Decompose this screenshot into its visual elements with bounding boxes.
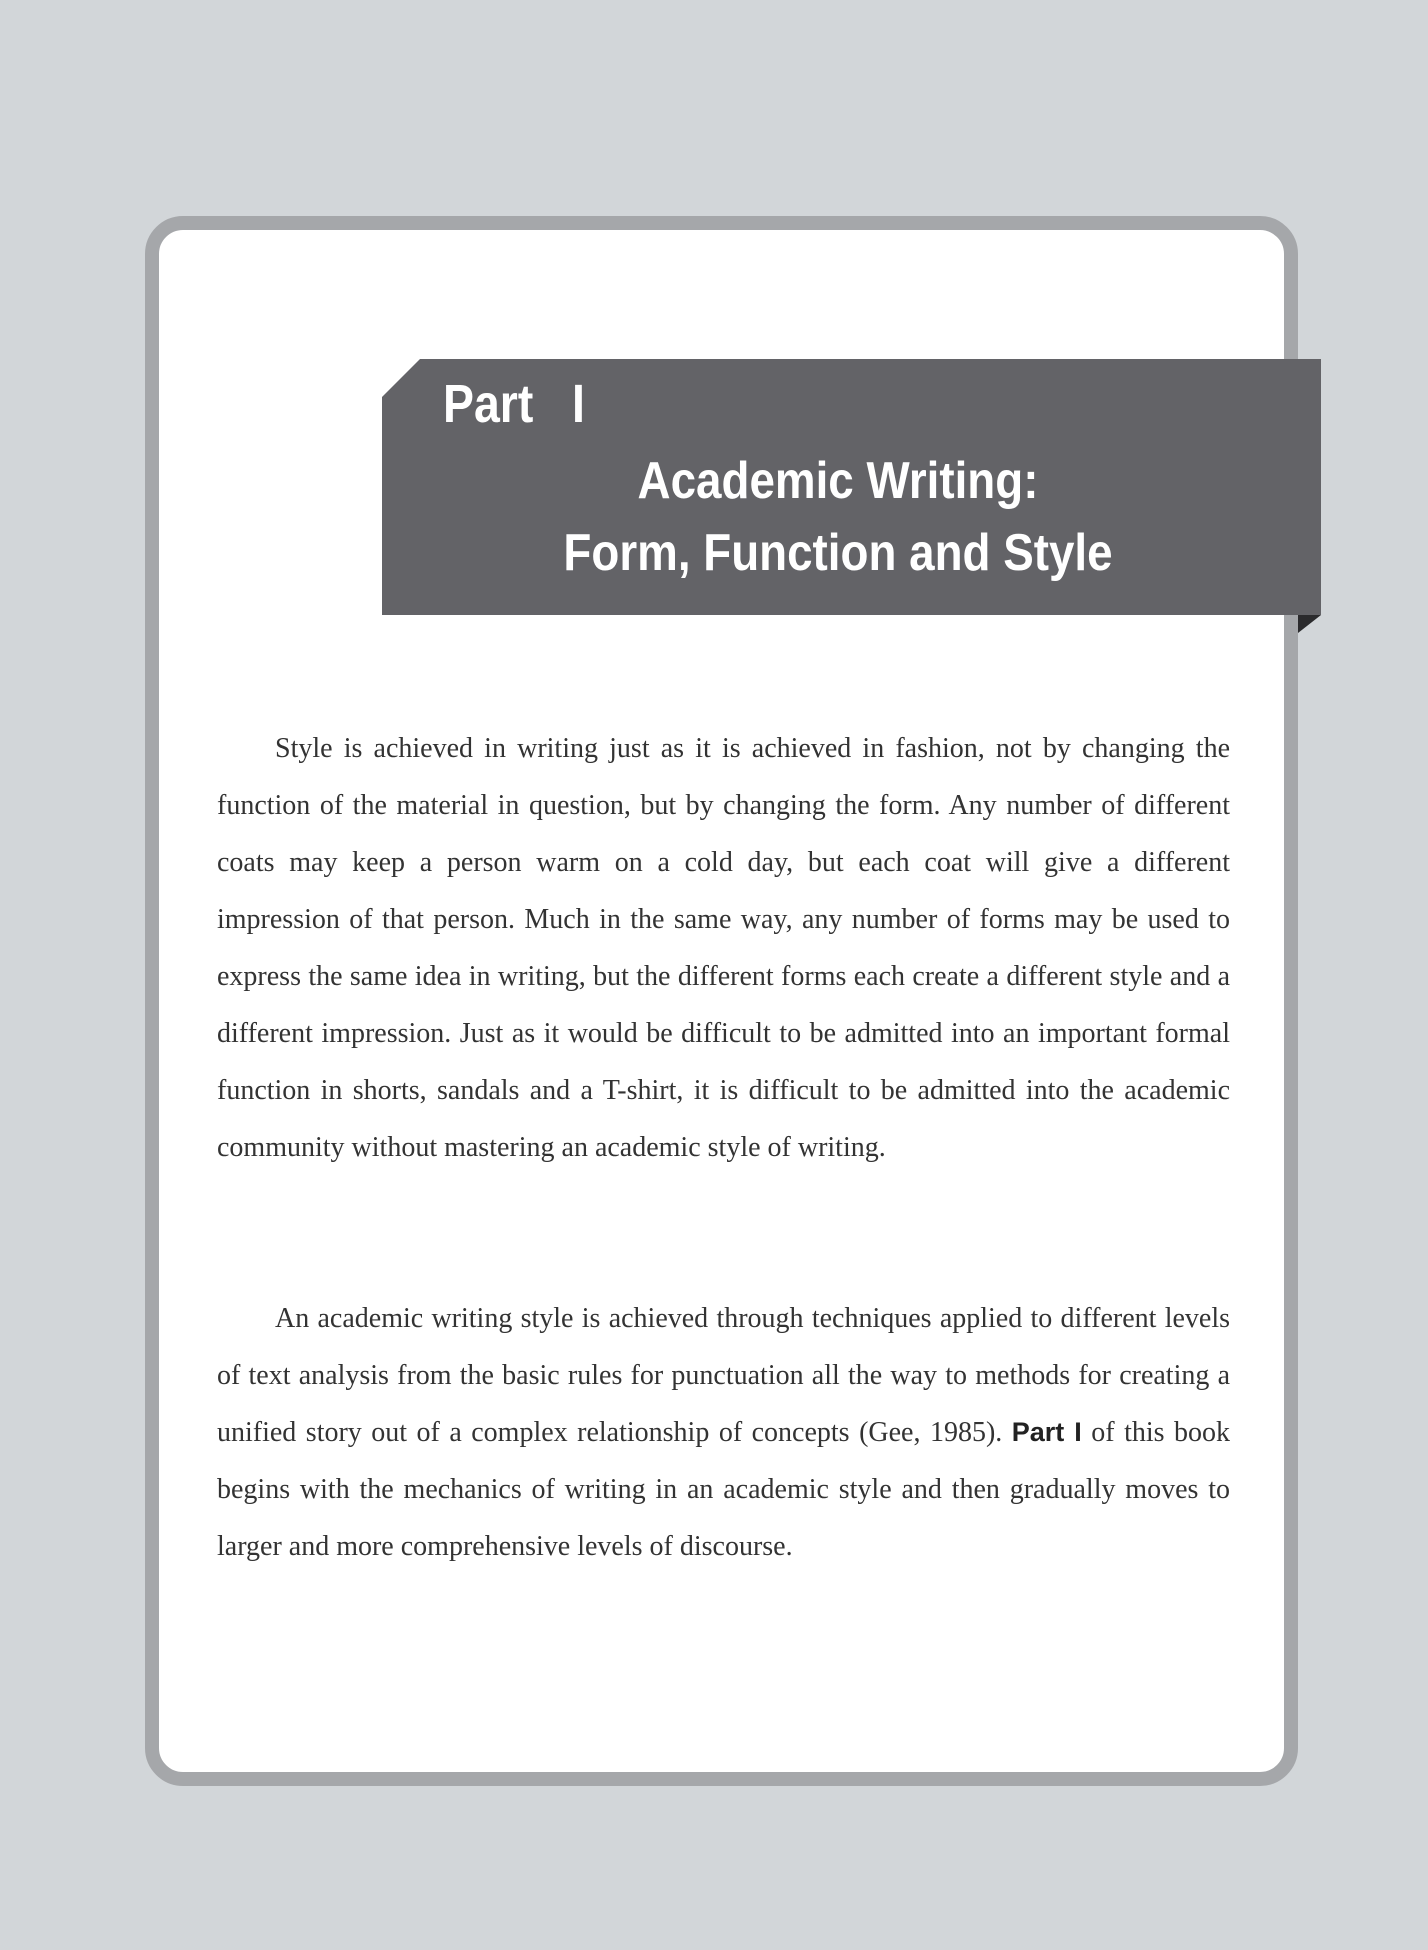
part-title-line-1: Academic Writing: [637, 452, 1039, 510]
part-title [382, 445, 1294, 589]
part-label: Part I [443, 374, 585, 434]
body-paragraph-2 [217, 1290, 1230, 1575]
part-reference: Part I [1011, 1417, 1082, 1447]
banner-fold-shadow [1298, 615, 1321, 633]
paragraph-2-text-end: of this book begins with the mechanics of writing in an academic style and then gradually moves to larger and more comprehensive levels of discourse. [217, 1417, 1231, 1562]
paragraph-2-text-start: An academic writing style is achieved through techniques applied to different levels of text analysis from the basic rules for punctuation all the way to methods for creating a unified story out of a complex relationship of concepts (Gee, 1985). [217, 1303, 1230, 1448]
part-title-line-2: Form, Function and Style [563, 524, 1113, 582]
body-paragraph-1: Style is achieved in writing just as it is achieved in fashion, not by changing the function of the material in question, but by changing the form. Any number of different coats may keep a person warm on a cold day, but each coat will give a different impression of that person. Much in the same way, any number of forms may be used to express the same idea in writing, but the different forms each create a different style and a different impression. Just as it would be difficult to be admitted into an important formal function in shorts, sandals and a T-shirt, it is difficult to be admitted into the academic community without mastering an academic style of writing. [217, 733, 1230, 1163]
